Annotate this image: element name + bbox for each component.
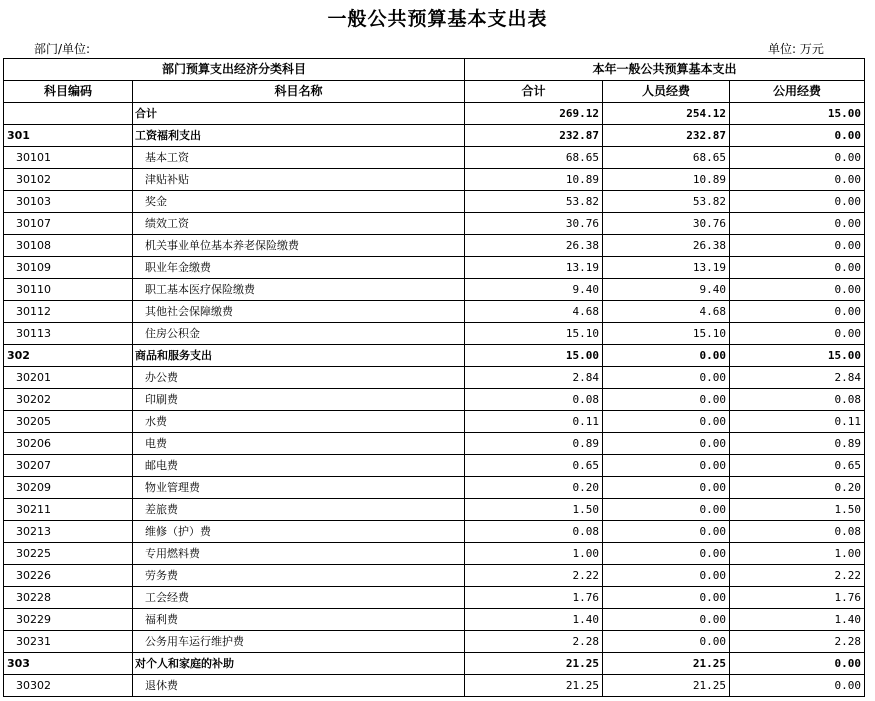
subject-code-cell: 30302 — [4, 675, 133, 697]
personnel-cell: 0.00 — [603, 477, 730, 499]
table-row — [4, 675, 865, 697]
personnel-cell: 53.82 — [603, 191, 730, 213]
subject-name-cell: 合计 — [133, 103, 465, 125]
subject-name-cell: 住房公积金 — [133, 323, 465, 345]
subject-code-cell: 30226 — [4, 565, 133, 587]
table-row — [4, 477, 865, 499]
public-cell: 0.20 — [730, 477, 865, 499]
personnel-cell: 68.65 — [603, 147, 730, 169]
subject-name-cell: 维修（护）费 — [133, 521, 465, 543]
subject-name-cell: 其他社会保障缴费 — [133, 301, 465, 323]
subject-code-cell: 301 — [4, 125, 133, 147]
personnel-cell: 254.12 — [603, 103, 730, 125]
subject-code-cell — [4, 103, 133, 125]
personnel-cell: 0.00 — [603, 389, 730, 411]
header-economic-category: 部门预算支出经济分类科目 — [4, 59, 465, 81]
personnel-cell: 0.00 — [603, 609, 730, 631]
public-cell: 0.00 — [730, 169, 865, 191]
subject-name-cell: 办公费 — [133, 367, 465, 389]
subject-name-cell: 职工基本医疗保险缴费 — [133, 279, 465, 301]
total-cell: 0.65 — [465, 455, 603, 477]
table-row — [4, 521, 865, 543]
total-cell: 2.28 — [465, 631, 603, 653]
personnel-cell: 0.00 — [603, 411, 730, 433]
table-row — [4, 433, 865, 455]
table-row — [4, 609, 865, 631]
total-cell: 1.50 — [465, 499, 603, 521]
subject-name-cell: 差旅费 — [133, 499, 465, 521]
public-cell: 1.00 — [730, 543, 865, 565]
subject-code-cell: 30103 — [4, 191, 133, 213]
total-cell: 2.22 — [465, 565, 603, 587]
public-cell: 1.76 — [730, 587, 865, 609]
public-cell: 1.40 — [730, 609, 865, 631]
subject-name-cell: 职业年金缴费 — [133, 257, 465, 279]
subject-code-cell: 30112 — [4, 301, 133, 323]
total-cell: 30.76 — [465, 213, 603, 235]
table-row — [4, 279, 865, 301]
public-cell: 0.00 — [730, 235, 865, 257]
subject-name-cell: 工资福利支出 — [133, 125, 465, 147]
personnel-cell: 4.68 — [603, 301, 730, 323]
public-cell: 15.00 — [730, 345, 865, 367]
table-row — [4, 103, 865, 125]
total-cell: 1.76 — [465, 587, 603, 609]
header-personnel: 人员经费 — [603, 81, 730, 103]
subject-code-cell: 30109 — [4, 257, 133, 279]
personnel-cell: 0.00 — [603, 631, 730, 653]
total-cell: 1.40 — [465, 609, 603, 631]
subject-name-cell: 印刷费 — [133, 389, 465, 411]
page-title: 一般公共预算基本支出表 — [327, 8, 548, 30]
public-cell: 0.65 — [730, 455, 865, 477]
department-label: 部门/单位: — [34, 42, 91, 56]
subject-name-cell: 基本工资 — [133, 147, 465, 169]
personnel-cell: 0.00 — [603, 565, 730, 587]
header-public: 公用经费 — [730, 81, 865, 103]
total-cell: 0.08 — [465, 521, 603, 543]
table-row — [4, 499, 865, 521]
subject-name-cell: 公务用车运行维护费 — [133, 631, 465, 653]
public-cell: 0.00 — [730, 147, 865, 169]
personnel-cell: 0.00 — [603, 455, 730, 477]
table-row — [4, 147, 865, 169]
personnel-cell: 0.00 — [603, 345, 730, 367]
header-subject-name: 科目名称 — [133, 81, 465, 103]
subject-code-cell: 30207 — [4, 455, 133, 477]
public-cell: 0.00 — [730, 191, 865, 213]
public-cell: 0.11 — [730, 411, 865, 433]
public-cell: 0.00 — [730, 653, 865, 675]
total-cell: 21.25 — [465, 653, 603, 675]
total-cell: 0.08 — [465, 389, 603, 411]
header-column-row — [4, 81, 865, 103]
personnel-cell: 0.00 — [603, 499, 730, 521]
table-row — [4, 301, 865, 323]
header-basic-expenditure: 本年一般公共预算基本支出 — [465, 59, 865, 81]
personnel-cell: 0.00 — [603, 521, 730, 543]
subject-name-cell: 劳务费 — [133, 565, 465, 587]
subject-code-cell: 30213 — [4, 521, 133, 543]
total-cell: 68.65 — [465, 147, 603, 169]
public-cell: 2.28 — [730, 631, 865, 653]
table-row — [4, 125, 865, 147]
table-row — [4, 257, 865, 279]
total-cell: 4.68 — [465, 301, 603, 323]
subject-code-cell: 303 — [4, 653, 133, 675]
subject-code-cell: 30202 — [4, 389, 133, 411]
public-cell: 0.00 — [730, 675, 865, 697]
subject-code-cell: 30110 — [4, 279, 133, 301]
personnel-cell: 13.19 — [603, 257, 730, 279]
public-cell: 0.00 — [730, 279, 865, 301]
personnel-cell: 0.00 — [603, 543, 730, 565]
table-row — [4, 367, 865, 389]
public-cell: 0.00 — [730, 213, 865, 235]
table-row — [4, 543, 865, 565]
personnel-cell: 0.00 — [603, 433, 730, 455]
total-cell: 21.25 — [465, 675, 603, 697]
subject-name-cell: 津贴补贴 — [133, 169, 465, 191]
public-cell: 15.00 — [730, 103, 865, 125]
total-cell: 269.12 — [465, 103, 603, 125]
subject-code-cell: 30209 — [4, 477, 133, 499]
public-cell: 0.89 — [730, 433, 865, 455]
total-cell: 26.38 — [465, 235, 603, 257]
personnel-cell: 0.00 — [603, 367, 730, 389]
table-row — [4, 653, 865, 675]
subject-code-cell: 30231 — [4, 631, 133, 653]
table-row — [4, 631, 865, 653]
total-cell: 15.10 — [465, 323, 603, 345]
subject-name-cell: 退休费 — [133, 675, 465, 697]
table-row — [4, 455, 865, 477]
table-row — [4, 389, 865, 411]
subject-code-cell: 30211 — [4, 499, 133, 521]
public-cell: 0.08 — [730, 521, 865, 543]
subject-name-cell: 商品和服务支出 — [133, 345, 465, 367]
subject-code-cell: 30228 — [4, 587, 133, 609]
header-subject-code: 科目编码 — [4, 81, 133, 103]
header-total: 合计 — [465, 81, 603, 103]
subject-code-cell: 30113 — [4, 323, 133, 345]
table-row — [4, 587, 865, 609]
subject-name-cell: 对个人和家庭的补助 — [133, 653, 465, 675]
table-row — [4, 191, 865, 213]
total-cell: 0.89 — [465, 433, 603, 455]
subject-code-cell: 30201 — [4, 367, 133, 389]
public-cell: 2.22 — [730, 565, 865, 587]
public-cell: 0.08 — [730, 389, 865, 411]
subject-name-cell: 绩效工资 — [133, 213, 465, 235]
subject-name-cell: 水费 — [133, 411, 465, 433]
personnel-cell: 15.10 — [603, 323, 730, 345]
personnel-cell: 0.00 — [603, 587, 730, 609]
subject-name-cell: 机关事业单位基本养老保险缴费 — [133, 235, 465, 257]
public-cell: 1.50 — [730, 499, 865, 521]
public-cell: 0.00 — [730, 301, 865, 323]
total-cell: 1.00 — [465, 543, 603, 565]
subject-name-cell: 电费 — [133, 433, 465, 455]
personnel-cell: 21.25 — [603, 653, 730, 675]
personnel-cell: 9.40 — [603, 279, 730, 301]
personnel-cell: 30.76 — [603, 213, 730, 235]
table-row — [4, 235, 865, 257]
public-cell: 0.00 — [730, 125, 865, 147]
personnel-cell: 232.87 — [603, 125, 730, 147]
header-group-row — [4, 59, 865, 81]
subject-name-cell: 专用燃料费 — [133, 543, 465, 565]
total-cell: 0.20 — [465, 477, 603, 499]
total-cell: 10.89 — [465, 169, 603, 191]
budget-table — [3, 58, 865, 697]
total-cell: 53.82 — [465, 191, 603, 213]
table-row — [4, 169, 865, 191]
table-row — [4, 565, 865, 587]
subject-code-cell: 30101 — [4, 147, 133, 169]
table-row — [4, 323, 865, 345]
subject-code-cell: 30102 — [4, 169, 133, 191]
total-cell: 9.40 — [465, 279, 603, 301]
subject-name-cell: 福利费 — [133, 609, 465, 631]
subject-code-cell: 30108 — [4, 235, 133, 257]
subject-name-cell: 邮电费 — [133, 455, 465, 477]
personnel-cell: 26.38 — [603, 235, 730, 257]
public-cell: 0.00 — [730, 323, 865, 345]
subject-code-cell: 30206 — [4, 433, 133, 455]
public-cell: 0.00 — [730, 257, 865, 279]
personnel-cell: 10.89 — [603, 169, 730, 191]
total-cell: 2.84 — [465, 367, 603, 389]
subject-code-cell: 302 — [4, 345, 133, 367]
subject-name-cell: 奖金 — [133, 191, 465, 213]
subject-code-cell: 30107 — [4, 213, 133, 235]
total-cell: 0.11 — [465, 411, 603, 433]
subject-code-cell: 30229 — [4, 609, 133, 631]
subject-code-cell: 30205 — [4, 411, 133, 433]
table-row — [4, 345, 865, 367]
total-cell: 232.87 — [465, 125, 603, 147]
personnel-cell: 21.25 — [603, 675, 730, 697]
table-row — [4, 411, 865, 433]
subject-name-cell: 物业管理费 — [133, 477, 465, 499]
total-cell: 15.00 — [465, 345, 603, 367]
subject-name-cell: 工会经费 — [133, 587, 465, 609]
total-cell: 13.19 — [465, 257, 603, 279]
subject-code-cell: 30225 — [4, 543, 133, 565]
public-cell: 2.84 — [730, 367, 865, 389]
table-row — [4, 213, 865, 235]
unit-label: 单位: 万元 — [768, 42, 824, 56]
